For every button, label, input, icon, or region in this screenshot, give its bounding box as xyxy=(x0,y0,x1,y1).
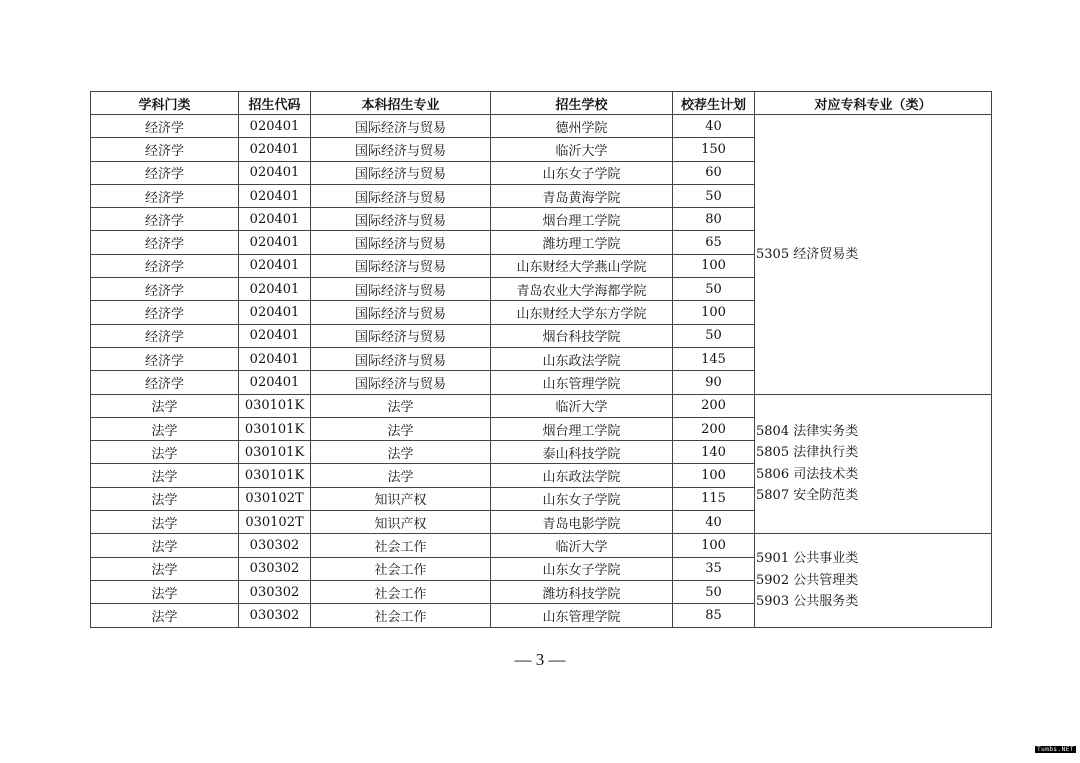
cell-discipline: 经济学 xyxy=(91,208,239,231)
header-discipline: 学科门类 xyxy=(91,92,239,115)
cell-school: 泰山科技学院 xyxy=(491,441,673,464)
cell-major: 国际经济与贸易 xyxy=(311,254,491,277)
header-plan: 校荐生计划 xyxy=(673,92,755,115)
cell-school: 青岛电影学院 xyxy=(491,511,673,534)
cell-plan: 65 xyxy=(673,231,755,254)
cell-discipline: 法学 xyxy=(91,580,239,603)
cell-school: 山东财经大学东方学院 xyxy=(491,301,673,324)
cell-code: 020401 xyxy=(239,208,311,231)
cell-major: 社会工作 xyxy=(311,604,491,627)
cell-major: 国际经济与贸易 xyxy=(311,301,491,324)
cell-code: 030302 xyxy=(239,580,311,603)
cell-discipline: 经济学 xyxy=(91,301,239,324)
cell-school: 潍坊科技学院 xyxy=(491,580,673,603)
cell-plan: 100 xyxy=(673,534,755,557)
cell-plan: 50 xyxy=(673,278,755,301)
cell-code: 030101K xyxy=(239,394,311,417)
cell-discipline: 法学 xyxy=(91,487,239,510)
cell-discipline: 经济学 xyxy=(91,231,239,254)
cell-major: 法学 xyxy=(311,394,491,417)
cell-plan: 100 xyxy=(673,464,755,487)
page-number: — 3 — xyxy=(514,650,566,669)
cell-discipline: 经济学 xyxy=(91,115,239,138)
header-school: 招生学校 xyxy=(491,92,673,115)
cell-plan: 200 xyxy=(673,417,755,440)
header-code: 招生代码 xyxy=(239,92,311,115)
cell-plan: 200 xyxy=(673,394,755,417)
vocational-major-line: 5305 经济贸易类 xyxy=(756,246,859,262)
cell-school: 烟台理工学院 xyxy=(491,417,673,440)
table-row xyxy=(91,394,992,417)
admission-table xyxy=(90,91,992,628)
cell-discipline: 法学 xyxy=(91,534,239,557)
cell-plan: 115 xyxy=(673,487,755,510)
vocational-major-line: 5903 公共服务类 xyxy=(756,594,859,610)
vocational-major-line: 5805 法律执行类 xyxy=(756,445,859,461)
cell-discipline: 法学 xyxy=(91,464,239,487)
cell-school: 临沂大学 xyxy=(491,138,673,161)
cell-code: 020401 xyxy=(239,371,311,394)
cell-code: 030302 xyxy=(239,604,311,627)
cell-vocational-major-group xyxy=(755,394,992,534)
cell-code: 020401 xyxy=(239,231,311,254)
cell-plan: 100 xyxy=(673,254,755,277)
cell-code: 030302 xyxy=(239,534,311,557)
cell-plan: 90 xyxy=(673,371,755,394)
cell-plan: 40 xyxy=(673,115,755,138)
cell-school: 山东女子学院 xyxy=(491,557,673,580)
cell-plan: 50 xyxy=(673,324,755,347)
cell-discipline: 法学 xyxy=(91,417,239,440)
cell-school: 烟台科技学院 xyxy=(491,324,673,347)
cell-discipline: 法学 xyxy=(91,604,239,627)
cell-discipline: 经济学 xyxy=(91,347,239,370)
cell-discipline: 法学 xyxy=(91,557,239,580)
cell-plan: 60 xyxy=(673,161,755,184)
cell-major: 国际经济与贸易 xyxy=(311,278,491,301)
cell-school: 山东管理学院 xyxy=(491,604,673,627)
cell-major: 法学 xyxy=(311,441,491,464)
cell-discipline: 法学 xyxy=(91,441,239,464)
cell-major: 国际经济与贸易 xyxy=(311,371,491,394)
cell-vocational-major-group xyxy=(755,115,992,395)
cell-major: 国际经济与贸易 xyxy=(311,115,491,138)
cell-discipline: 法学 xyxy=(91,394,239,417)
cell-discipline: 经济学 xyxy=(91,324,239,347)
cell-school: 临沂大学 xyxy=(491,534,673,557)
cell-code: 030101K xyxy=(239,417,311,440)
cell-major: 国际经济与贸易 xyxy=(311,161,491,184)
cell-code: 020401 xyxy=(239,324,311,347)
header-major: 本科招生专业 xyxy=(311,92,491,115)
cell-code: 020401 xyxy=(239,115,311,138)
vocational-major-line: 5804 法律实务类 xyxy=(756,423,859,439)
cell-school: 山东女子学院 xyxy=(491,161,673,184)
cell-school: 青岛黄海学院 xyxy=(491,184,673,207)
cell-plan: 35 xyxy=(673,557,755,580)
cell-discipline: 法学 xyxy=(91,511,239,534)
cell-major: 国际经济与贸易 xyxy=(311,324,491,347)
cell-code: 030102T xyxy=(239,487,311,510)
cell-school: 潍坊理工学院 xyxy=(491,231,673,254)
table-row xyxy=(91,115,992,138)
cell-school: 山东政法学院 xyxy=(491,464,673,487)
site-watermark: Tumbs.NET xyxy=(1036,746,1074,753)
cell-major: 国际经济与贸易 xyxy=(311,138,491,161)
table-row xyxy=(91,534,992,557)
cell-major: 社会工作 xyxy=(311,580,491,603)
cell-plan: 150 xyxy=(673,138,755,161)
cell-code: 020401 xyxy=(239,301,311,324)
cell-discipline: 经济学 xyxy=(91,278,239,301)
cell-code: 030102T xyxy=(239,511,311,534)
cell-school: 青岛农业大学海都学院 xyxy=(491,278,673,301)
cell-school: 德州学院 xyxy=(491,115,673,138)
cell-discipline: 经济学 xyxy=(91,254,239,277)
cell-school: 山东管理学院 xyxy=(491,371,673,394)
table-body xyxy=(91,115,992,628)
cell-code: 020401 xyxy=(239,347,311,370)
cell-plan: 50 xyxy=(673,184,755,207)
cell-major: 法学 xyxy=(311,417,491,440)
cell-code: 020401 xyxy=(239,138,311,161)
cell-plan: 140 xyxy=(673,441,755,464)
cell-code: 030101K xyxy=(239,464,311,487)
cell-major: 社会工作 xyxy=(311,557,491,580)
cell-major: 国际经济与贸易 xyxy=(311,184,491,207)
vocational-major-line: 5807 安全防范类 xyxy=(756,488,859,504)
cell-major: 国际经济与贸易 xyxy=(311,231,491,254)
cell-code: 020401 xyxy=(239,161,311,184)
cell-major: 国际经济与贸易 xyxy=(311,347,491,370)
table-header-row xyxy=(91,92,992,115)
cell-major: 知识产权 xyxy=(311,511,491,534)
vocational-major-line: 5902 公共管理类 xyxy=(756,572,859,588)
cell-vocational-major-group xyxy=(755,534,992,627)
cell-plan: 50 xyxy=(673,580,755,603)
cell-plan: 145 xyxy=(673,347,755,370)
cell-code: 030101K xyxy=(239,441,311,464)
cell-school: 山东政法学院 xyxy=(491,347,673,370)
cell-major: 法学 xyxy=(311,464,491,487)
cell-major: 社会工作 xyxy=(311,534,491,557)
vocational-major-line: 5806 司法技术类 xyxy=(756,466,859,482)
cell-discipline: 经济学 xyxy=(91,138,239,161)
cell-code: 020401 xyxy=(239,278,311,301)
cell-code: 020401 xyxy=(239,184,311,207)
cell-school: 山东财经大学燕山学院 xyxy=(491,254,673,277)
cell-major: 国际经济与贸易 xyxy=(311,208,491,231)
vocational-major-line: 5901 公共事业类 xyxy=(756,551,859,567)
cell-discipline: 经济学 xyxy=(91,371,239,394)
header-vocational-major: 对应专科专业（类） xyxy=(755,92,992,115)
cell-plan: 100 xyxy=(673,301,755,324)
cell-school: 烟台理工学院 xyxy=(491,208,673,231)
cell-major: 知识产权 xyxy=(311,487,491,510)
cell-school: 临沂大学 xyxy=(491,394,673,417)
cell-code: 030302 xyxy=(239,557,311,580)
cell-discipline: 经济学 xyxy=(91,161,239,184)
cell-plan: 85 xyxy=(673,604,755,627)
cell-plan: 40 xyxy=(673,511,755,534)
cell-code: 020401 xyxy=(239,254,311,277)
cell-discipline: 经济学 xyxy=(91,184,239,207)
cell-plan: 80 xyxy=(673,208,755,231)
cell-school: 山东女子学院 xyxy=(491,487,673,510)
